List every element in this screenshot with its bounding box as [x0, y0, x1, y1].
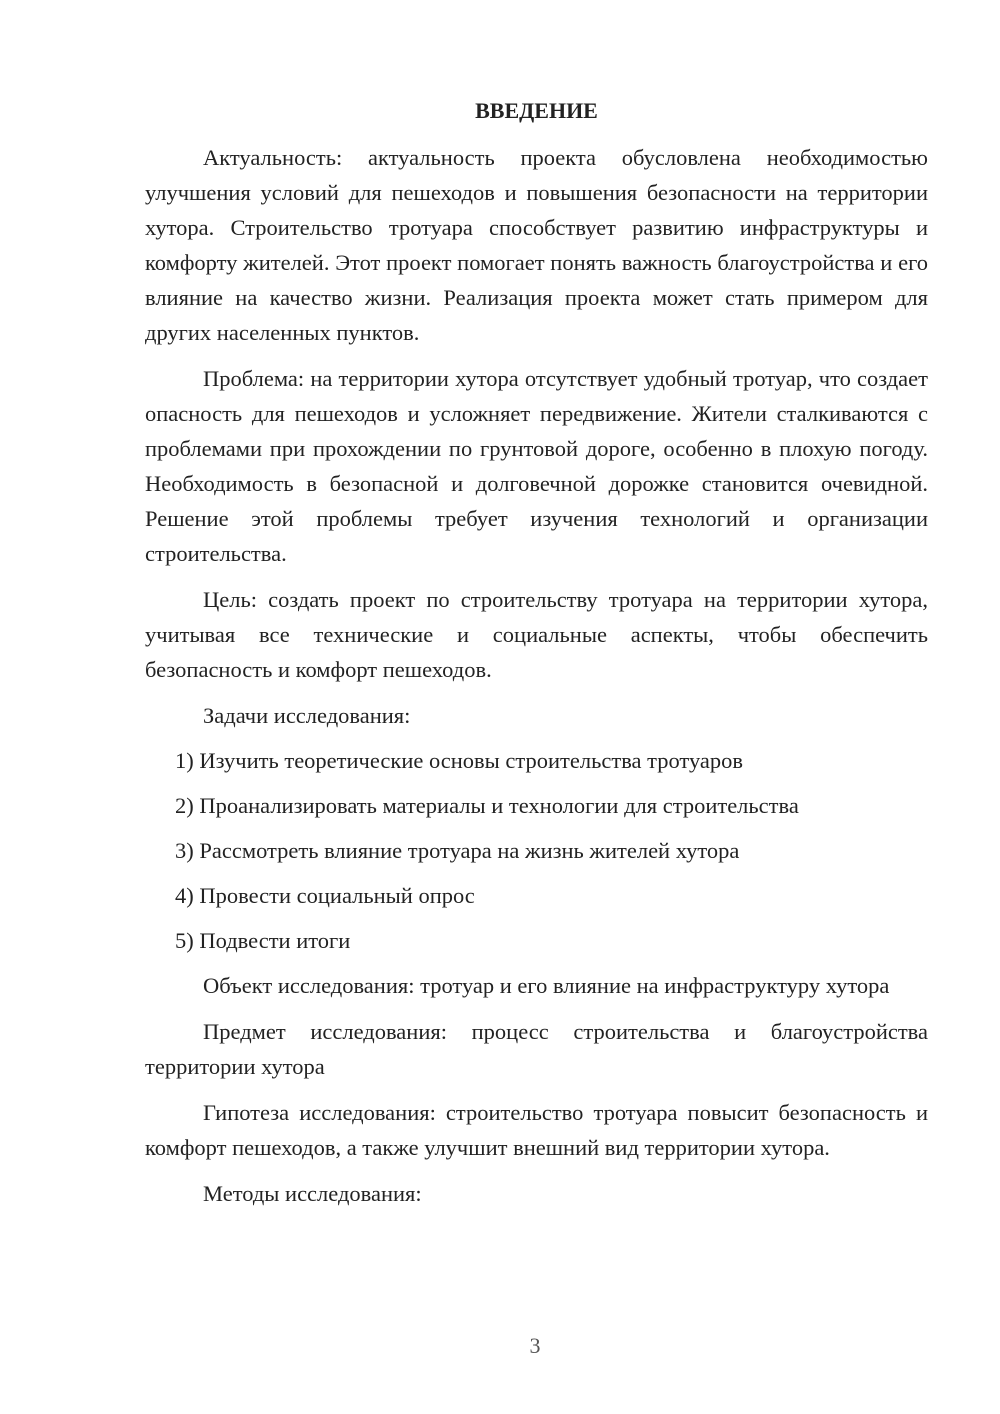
methods-heading: Методы исследования: [203, 1181, 422, 1206]
task-item: 1) Изучить теоретические основы строительства тротуаров [175, 748, 744, 773]
hypothesis-paragraph: Гипотеза исследования: строительство тротуара повысит безопасность и комфорт пешеходов, а также улучшит внешний вид территории хутора. [145, 1100, 928, 1160]
task-item: 3) Рассмотреть влияние тротуара на жизнь жителей хутора [175, 838, 740, 863]
problem-paragraph: Проблема: на территории хутора отсутствует удобный тротуар, что создает опасность для пешеходов и усложняет передвижение. Жители сталкиваются с проблемами при прохождении по грунтовой дороге, особенно в плохую погоду. Необходимость в безопасной и долговечной дорожке становится очевидной. Решение этой проблемы требует изучения технологий и организации строительства. [145, 366, 928, 566]
relevance-paragraph: Актуальность: актуальность проекта обусловлена необходимостью улучшения условий для пешеходов и повышения безопасности на территории хутора. Строительство тротуара способствует развитию инфраструктуры и комфорту жителей. Этот проект помогает понять важность благоустройства и его влияние на качество жизни. Реализация проекта может стать примером для других населенных пунктов. [145, 145, 928, 345]
task-item: 2) Проанализировать материалы и технологии для строительства [175, 793, 799, 818]
goal-paragraph: Цель: создать проект по строительству тротуара на территории хутора, учитывая все технические и социальные аспекты, чтобы обеспечить безопасность и комфорт пешеходов. [145, 587, 928, 682]
object-paragraph: Объект исследования: тротуар и его влияние на инфраструктуру хутора [203, 973, 890, 998]
task-item: 5) Подвести итоги [175, 928, 351, 953]
page-number: 3 [529, 1333, 541, 1358]
tasks-heading: Задачи исследования: [203, 703, 411, 728]
subject-paragraph: Предмет исследования: процесс строительства и благоустройства территории хутора [145, 1019, 928, 1079]
page-title: ВВЕДЕНИЕ [475, 98, 598, 123]
page-content [145, 96, 928, 1222]
task-item: 4) Провести социальный опрос [175, 883, 475, 908]
